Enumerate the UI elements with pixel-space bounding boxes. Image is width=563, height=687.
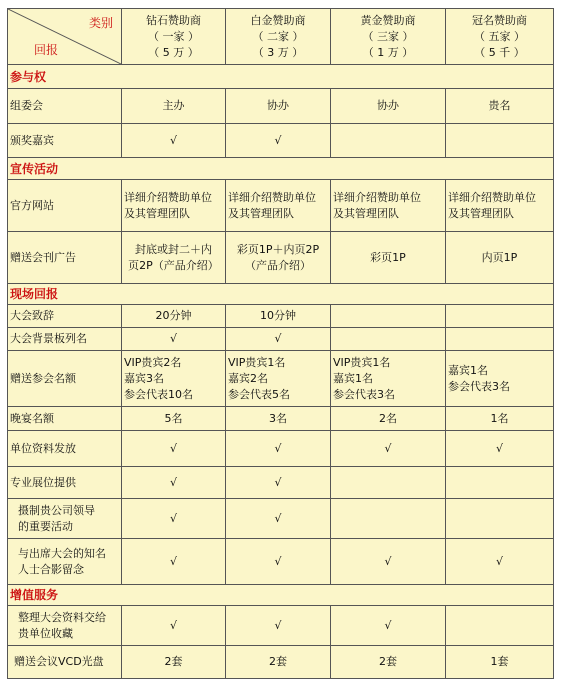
cell: 2名 bbox=[331, 407, 446, 431]
cell: 内页1P bbox=[446, 232, 554, 284]
cell-line: （产品介绍） bbox=[245, 258, 311, 272]
tier-count: （ 五家 ） bbox=[474, 29, 525, 43]
empty-cell bbox=[331, 499, 446, 539]
row-label: 专业展位提供 bbox=[8, 467, 122, 499]
empty-cell bbox=[446, 499, 554, 539]
empty-cell bbox=[446, 305, 554, 328]
cell-line: 及其管理团队 bbox=[333, 206, 399, 220]
row-label bbox=[8, 539, 122, 585]
cell-line: 详细介绍赞助单位 bbox=[124, 190, 212, 204]
row-label-line: 的重要活动 bbox=[18, 519, 73, 533]
cell bbox=[226, 180, 331, 232]
table-row-dinner bbox=[8, 407, 554, 431]
tier-name: 钻石赞助商 bbox=[146, 13, 201, 27]
table-row-backdrop bbox=[8, 328, 554, 351]
row-label: 赠送会议VCD光盘 bbox=[8, 646, 122, 679]
checkmark-icon: √ bbox=[226, 124, 331, 158]
cell bbox=[226, 232, 331, 284]
empty-cell bbox=[331, 467, 446, 499]
corner-return-label: 回报 bbox=[34, 43, 59, 57]
tier-header-title bbox=[446, 9, 554, 65]
section-title: 参与权 bbox=[8, 65, 554, 89]
row-label-line: 摄制贵公司领导 bbox=[18, 503, 95, 517]
cell bbox=[122, 351, 226, 407]
cell: 3名 bbox=[226, 407, 331, 431]
checkmark-icon: √ bbox=[122, 328, 226, 351]
cell-line: 嘉宾1名 bbox=[448, 363, 488, 377]
checkmark-icon: √ bbox=[226, 431, 331, 467]
cell bbox=[446, 180, 554, 232]
cell-line: 详细介绍赞助单位 bbox=[228, 190, 316, 204]
cell: 1名 bbox=[446, 407, 554, 431]
table-row-vcd bbox=[8, 646, 554, 679]
cell bbox=[122, 232, 226, 284]
empty-cell bbox=[446, 606, 554, 646]
cell-line: 彩页1P＋内页2P bbox=[236, 242, 320, 256]
row-label: 官方网站 bbox=[8, 180, 122, 232]
checkmark-icon: √ bbox=[331, 539, 446, 585]
cell-line: 页2P（产品介绍） bbox=[128, 258, 219, 272]
cell-line: VIP贵宾2名 bbox=[124, 355, 182, 369]
cell-line: VIP贵宾1名 bbox=[228, 355, 286, 369]
empty-cell bbox=[446, 328, 554, 351]
table-row-award bbox=[8, 124, 554, 158]
table-row-committee bbox=[8, 89, 554, 124]
row-label: 晚宴名额 bbox=[8, 407, 122, 431]
cell: 彩页1P bbox=[331, 232, 446, 284]
cell-line: 嘉宾2名 bbox=[228, 371, 268, 385]
row-label: 大会背景板列名 bbox=[8, 328, 122, 351]
tier-name: 白金赞助商 bbox=[250, 13, 306, 27]
row-label: 颁奖嘉宾 bbox=[8, 124, 122, 158]
tier-price: （ 3 万 ） bbox=[252, 45, 304, 59]
table-row-tickets bbox=[8, 351, 554, 407]
table-row-archive bbox=[8, 606, 554, 646]
cell-line: 嘉宾3名 bbox=[124, 371, 164, 385]
cell: 10分钟 bbox=[226, 305, 331, 328]
cell-line: 及其管理团队 bbox=[228, 206, 294, 220]
section-row-onsite bbox=[8, 284, 554, 305]
table-row-filming bbox=[8, 499, 554, 539]
row-label: 单位资料发放 bbox=[8, 431, 122, 467]
checkmark-icon: √ bbox=[226, 328, 331, 351]
checkmark-icon: √ bbox=[331, 606, 446, 646]
table-row-photo bbox=[8, 539, 554, 585]
sponsorship-table bbox=[7, 8, 554, 679]
tier-count: （ 一家 ） bbox=[148, 29, 199, 43]
checkmark-icon: √ bbox=[226, 467, 331, 499]
section-row-promo bbox=[8, 158, 554, 180]
tier-name: 冠名赞助商 bbox=[472, 13, 527, 27]
cell-line: 及其管理团队 bbox=[448, 206, 514, 220]
checkmark-icon: √ bbox=[226, 606, 331, 646]
row-label-line: 贵单位收藏 bbox=[18, 626, 73, 640]
cell-line: 封底或封二＋内 bbox=[135, 242, 212, 256]
section-title: 增值服务 bbox=[8, 585, 554, 606]
cell: 2套 bbox=[226, 646, 331, 679]
empty-cell bbox=[331, 328, 446, 351]
cell-line: 详细介绍赞助单位 bbox=[333, 190, 421, 204]
tier-price: （ 1 万 ） bbox=[362, 45, 414, 59]
row-label bbox=[8, 499, 122, 539]
checkmark-icon: √ bbox=[122, 606, 226, 646]
cell-line: 及其管理团队 bbox=[124, 206, 190, 220]
tier-name: 黄金赞助商 bbox=[360, 13, 416, 27]
checkmark-icon: √ bbox=[122, 539, 226, 585]
cell-line: VIP贵宾1名 bbox=[333, 355, 391, 369]
cell bbox=[331, 351, 446, 407]
cell bbox=[226, 351, 331, 407]
cell: 20分钟 bbox=[122, 305, 226, 328]
tier-price: （ 5 万 ） bbox=[148, 45, 199, 59]
row-label: 赠送会刊广告 bbox=[8, 232, 122, 284]
section-row-value-added bbox=[8, 585, 554, 606]
tier-count: （ 三家 ） bbox=[362, 29, 414, 43]
checkmark-icon: √ bbox=[226, 539, 331, 585]
tier-count: （ 二家 ） bbox=[252, 29, 304, 43]
checkmark-icon: √ bbox=[331, 431, 446, 467]
section-row-rights bbox=[8, 65, 554, 89]
row-label bbox=[8, 606, 122, 646]
checkmark-icon: √ bbox=[226, 499, 331, 539]
cell bbox=[122, 180, 226, 232]
section-title: 现场回报 bbox=[8, 284, 554, 305]
cell-line: 参会代表10名 bbox=[124, 387, 193, 401]
row-label: 大会致辞 bbox=[8, 305, 122, 328]
corner-category-label: 类别 bbox=[88, 16, 113, 30]
cell bbox=[446, 351, 554, 407]
cell-line: 嘉宾1名 bbox=[333, 371, 373, 385]
cell: 主办 bbox=[122, 89, 226, 124]
checkmark-icon: √ bbox=[122, 124, 226, 158]
cell-line: 参会代表5名 bbox=[228, 387, 290, 401]
corner-cell bbox=[8, 9, 122, 65]
checkmark-icon: √ bbox=[446, 539, 554, 585]
checkmark-icon: √ bbox=[122, 467, 226, 499]
table-row-materials bbox=[8, 431, 554, 467]
cell: 2套 bbox=[331, 646, 446, 679]
table-row-booth bbox=[8, 467, 554, 499]
section-title: 宣传活动 bbox=[8, 158, 554, 180]
cell-line: 详细介绍赞助单位 bbox=[448, 190, 536, 204]
row-label-line: 人士合影留念 bbox=[18, 562, 84, 576]
checkmark-icon: √ bbox=[122, 499, 226, 539]
cell-line: 参会代表3名 bbox=[333, 387, 395, 401]
empty-cell bbox=[331, 305, 446, 328]
checkmark-icon: √ bbox=[446, 431, 554, 467]
cell: 协办 bbox=[331, 89, 446, 124]
cell: 贵名 bbox=[446, 89, 554, 124]
cell: 2套 bbox=[122, 646, 226, 679]
checkmark-icon: √ bbox=[122, 431, 226, 467]
cell: 协办 bbox=[226, 89, 331, 124]
row-label-line: 整理大会资料交给 bbox=[18, 610, 106, 624]
tier-header-platinum bbox=[226, 9, 331, 65]
cell bbox=[331, 180, 446, 232]
cell-line: 参会代表3名 bbox=[448, 379, 510, 393]
empty-cell bbox=[446, 467, 554, 499]
empty-cell bbox=[331, 124, 446, 158]
row-label: 组委会 bbox=[8, 89, 122, 124]
header-row bbox=[8, 9, 554, 65]
tier-header-gold bbox=[331, 9, 446, 65]
cell: 5名 bbox=[122, 407, 226, 431]
tier-header-diamond bbox=[122, 9, 226, 65]
row-label: 赠送参会名额 bbox=[8, 351, 122, 407]
table-row-website bbox=[8, 180, 554, 232]
cell: 1套 bbox=[446, 646, 554, 679]
row-label-line: 与出席大会的知名 bbox=[18, 546, 106, 560]
table-row-journal bbox=[8, 232, 554, 284]
tier-price: （ 5 千 ） bbox=[474, 45, 525, 59]
table-row-speech bbox=[8, 305, 554, 328]
empty-cell bbox=[446, 124, 554, 158]
